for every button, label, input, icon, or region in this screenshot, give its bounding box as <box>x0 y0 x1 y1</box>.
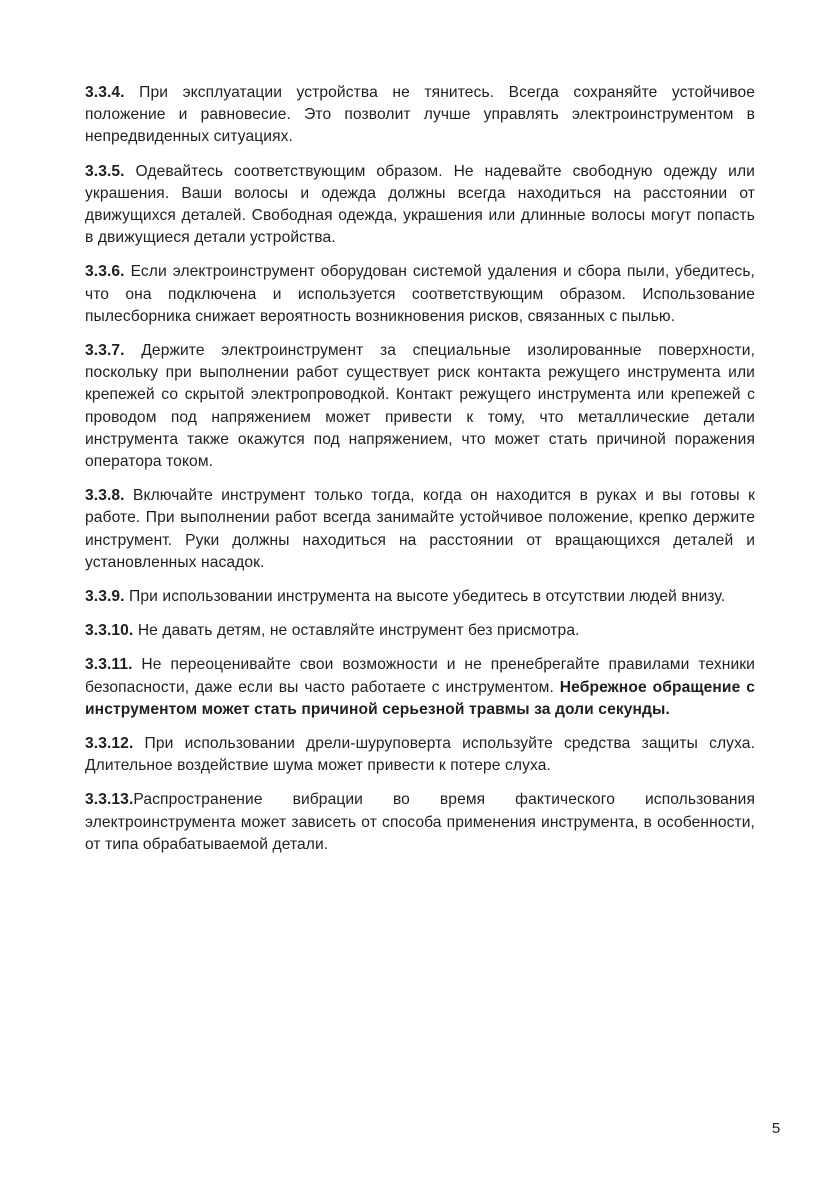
paragraph-text: Одевайтесь соответствующим образом. Не надевайте свободную одежду или украшения. Ваши волосы и одежда должны всегда находиться на расстоянии от движущихся деталей. Свободная одежда, украшения или длинные волосы могут попасть в движущиеся детали устройства. <box>85 162 755 247</box>
document-body <box>85 82 755 868</box>
paragraph-3-3-5 <box>85 161 755 250</box>
paragraph-3-3-10 <box>85 620 755 642</box>
paragraph-number: 3.3.10. <box>85 622 134 640</box>
paragraph-3-3-11 <box>85 654 755 721</box>
paragraph-text: Включайте инструмент только тогда, когда он находится в руках и вы готовы к работе. При выполнении работ всегда занимайте устойчивое положение, крепко держите инструмент. Руки должны находиться на расстоянии от вращающихся деталей и установленных насадок. <box>85 487 755 571</box>
paragraph-3-3-6 <box>85 261 755 328</box>
paragraph-number: 3.3.4. <box>85 84 125 101</box>
paragraph-number: 3.3.5. <box>85 162 125 180</box>
paragraph-3-3-7 <box>85 340 755 473</box>
paragraph-3-3-12 <box>85 733 755 777</box>
page-number: 5 <box>771 1120 781 1137</box>
paragraph-text: Держите электроинструмент за специальные изолированные поверхности, поскольку при выполнении работ существует риск контакта режущего инструмента или крепежей со скрытой электропроводкой. Контакт режущего инструмента или крепежей с проводом под напряжением может привести к тому, что металлические детали инструмента также окажутся под напряжением, что может стать причиной поражения оператора током. <box>85 342 755 471</box>
paragraph-bold-text: Небрежное обращение с инструментом может стать причиной серьезной травмы за доли секунды. <box>85 678 756 718</box>
paragraph-text: При использовании инструмента на высоте убедитесь в отсутствии людей внизу. <box>124 588 726 606</box>
paragraph-number: 3.3.7. <box>85 342 125 360</box>
paragraph-number: 3.3.8. <box>85 487 125 505</box>
paragraph-number: 3.3.12. <box>85 735 134 753</box>
paragraph-text: Не переоценивайте свои возможности и не пренебрегайте правилами техники безопасности, даже если вы часто работаете с инструментом. <box>85 656 755 696</box>
paragraph-number: 3.3.11. <box>85 656 133 674</box>
paragraph-3-3-8 <box>85 485 755 574</box>
paragraph-number: 3.3.6. <box>85 263 125 281</box>
paragraph-text: Распространение вибрации во время фактического использования электроинструмента может зависеть от способа применения инструмента, в особенности, от типа обрабатываемой детали. <box>85 791 755 853</box>
paragraph-text: При эксплуатации устройства не тянитесь. Всегда сохраняйте устойчивое положение и равновесие. Это позволит лучше управлять электроинструментом в непредвиденных ситуациях. <box>85 84 755 146</box>
paragraph-3-3-4 <box>85 82 755 149</box>
paragraph-3-3-13 <box>85 789 755 856</box>
paragraph-number: 3.3.9. <box>85 588 125 606</box>
paragraph-3-3-9 <box>85 586 755 608</box>
paragraph-text: При использовании дрели-шуруповерта используйте средства защиты слуха. Длительное воздействие шума может привести к потере слуха. <box>85 735 755 775</box>
paragraph-text: Если электроинструмент оборудован системой удаления и сбора пыли, убедитесь, что она подключена и используется соответствующим образом. Использование пылесборника снижает вероятность возникновения рисков, связанных с пылью. <box>85 263 755 325</box>
paragraph-text: Не давать детям, не оставляйте инструмент без присмотра. <box>133 622 580 640</box>
paragraph-number: 3.3.13. <box>85 791 134 809</box>
